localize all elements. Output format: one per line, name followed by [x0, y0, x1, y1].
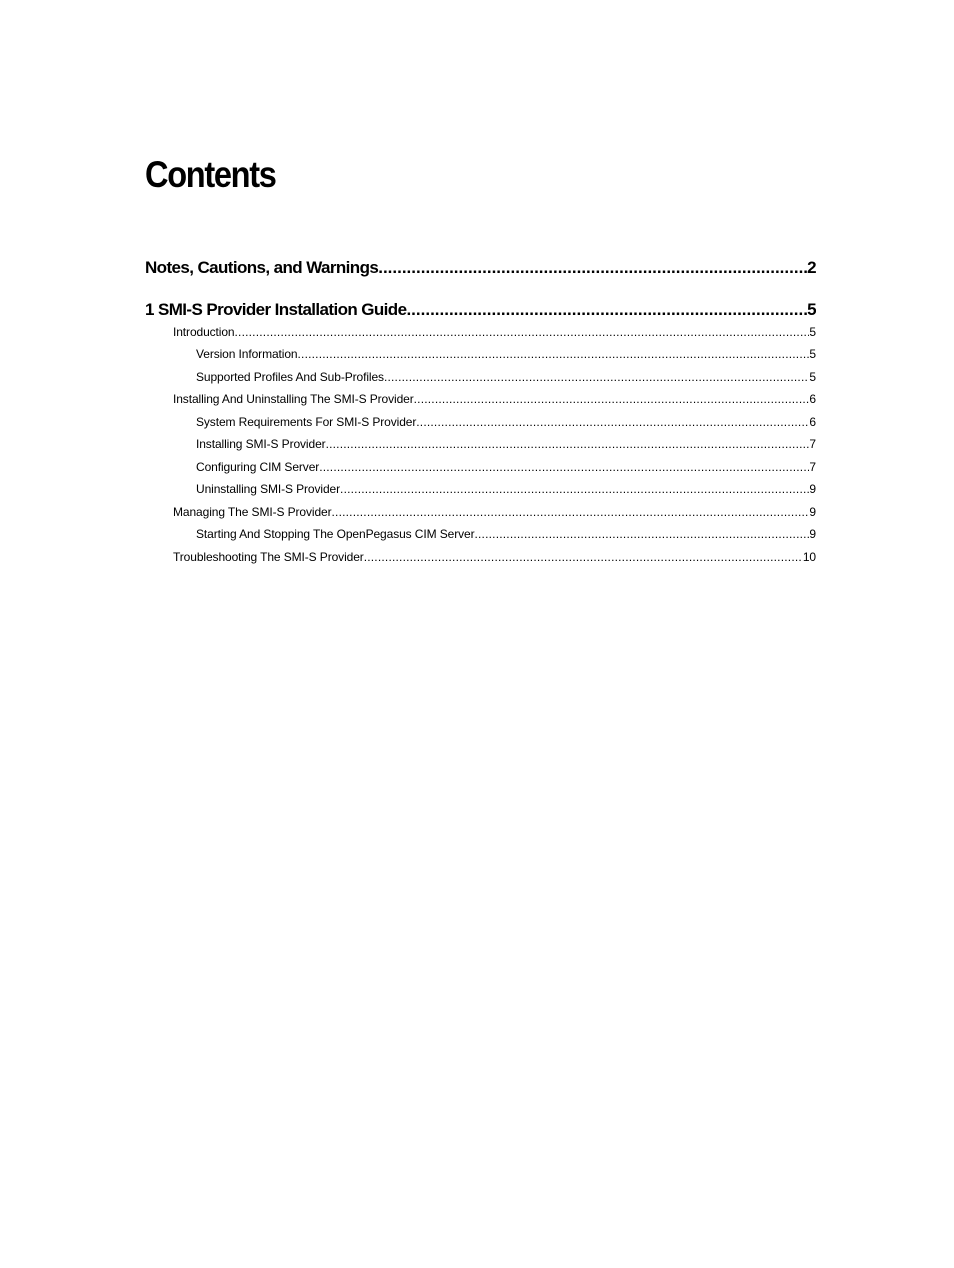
toc-entry-title: 1 SMI-S Provider Installation Guide — [145, 300, 407, 319]
toc-entry-page: 2 — [807, 258, 816, 277]
toc-entry-page: 6 — [809, 415, 816, 429]
toc-entry-title: Introduction — [173, 325, 235, 339]
toc-entry-notes-cautions-warnings[interactable] — [145, 257, 816, 279]
toc-entry-page: 9 — [809, 527, 816, 541]
toc-dot-leader — [326, 436, 810, 452]
toc-dot-leader — [332, 504, 810, 520]
toc-dot-leader — [378, 257, 807, 279]
toc-dot-leader — [384, 369, 809, 385]
toc-entry-supported-profiles[interactable] — [196, 369, 816, 385]
toc-entry-title: Installing SMI-S Provider — [196, 437, 326, 451]
toc-entry-system-requirements[interactable] — [196, 414, 816, 430]
toc-dot-leader — [235, 324, 810, 340]
toc-entry-page: 5 — [809, 347, 816, 361]
toc-entry-title: Version Information — [196, 347, 298, 361]
toc-entry-installing-uninstalling[interactable] — [173, 391, 816, 407]
toc-entry-configuring-cim-server[interactable] — [196, 459, 816, 475]
toc-entry-title: Installing And Uninstalling The SMI-S Provider — [173, 392, 414, 406]
toc-entry-page: 9 — [809, 505, 816, 519]
toc-entry-title: Starting And Stopping The OpenPegasus CIM Server — [196, 527, 475, 541]
toc-dot-leader — [364, 549, 803, 565]
toc-entry-title: Troubleshooting The SMI-S Provider — [173, 550, 364, 564]
toc-entry-title: Notes, Cautions, and Warnings — [145, 258, 379, 277]
toc-entry-managing-smi-s-provider[interactable] — [173, 504, 816, 520]
toc-dot-leader — [414, 391, 810, 407]
toc-entry-version-information[interactable] — [196, 346, 816, 362]
toc-entry-introduction[interactable] — [173, 324, 816, 340]
toc-dot-leader — [406, 299, 807, 321]
toc-entry-smi-s-installation-guide[interactable] — [145, 299, 816, 321]
toc-entry-page: 5 — [809, 370, 816, 384]
toc-entry-title: System Requirements For SMI-S Provider — [196, 415, 417, 429]
toc-dot-leader — [474, 526, 809, 542]
toc-entry-page: 9 — [809, 482, 816, 496]
toc-entry-page: 6 — [809, 392, 816, 406]
toc-entry-page: 7 — [809, 437, 816, 451]
toc-entry-troubleshooting[interactable] — [173, 549, 816, 565]
page-title: Contents — [145, 154, 276, 195]
toc-dot-leader — [340, 481, 809, 497]
toc-entry-title: Configuring CIM Server — [196, 460, 320, 474]
toc-entry-title: Managing The SMI-S Provider — [173, 505, 332, 519]
toc-entry-page: 5 — [807, 300, 816, 319]
toc-entry-uninstalling-smi-s-provider[interactable] — [196, 481, 816, 497]
toc-entry-title: Supported Profiles And Sub-Profiles — [196, 370, 384, 384]
toc-entry-page: 7 — [809, 460, 816, 474]
toc-dot-leader — [319, 459, 809, 475]
toc-entry-page: 5 — [809, 325, 816, 339]
toc-entry-title: Uninstalling SMI-S Provider — [196, 482, 341, 496]
toc-dot-leader — [298, 346, 810, 362]
toc-dot-leader — [416, 414, 809, 430]
toc-entry-starting-stopping-cim-server[interactable] — [196, 526, 816, 542]
toc-entry-installing-smi-s-provider[interactable] — [196, 436, 816, 452]
toc-entry-page: 10 — [802, 550, 816, 564]
